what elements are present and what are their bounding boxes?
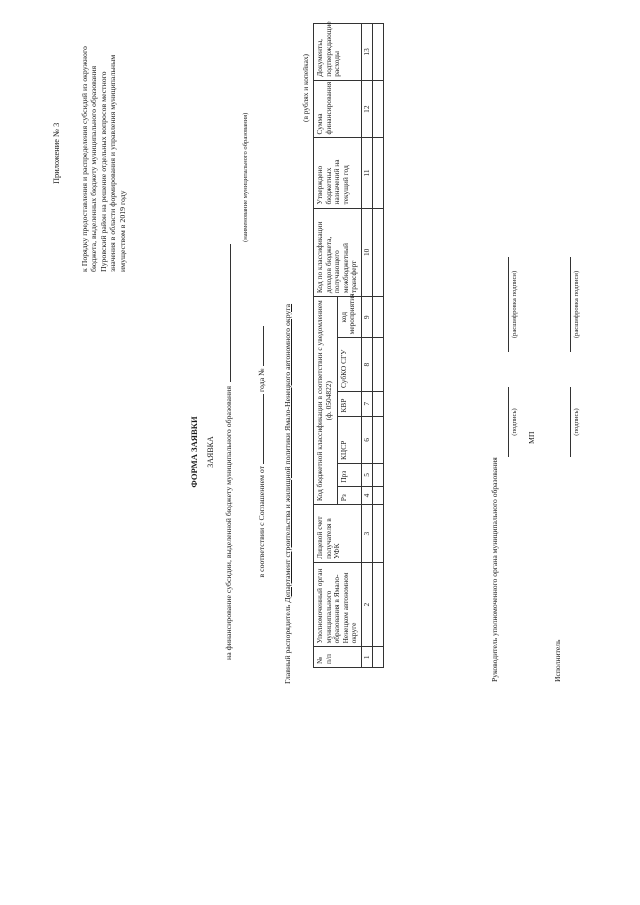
subheader-event-code: код мероприятия xyxy=(337,297,361,338)
agreement-number-blank xyxy=(263,327,264,367)
form-title: ФОРМА ЗАЯВКИ xyxy=(189,416,199,488)
col-number-cell: 12 xyxy=(361,80,373,138)
col-number-cell: 13 xyxy=(361,24,373,81)
empty-cell xyxy=(373,24,384,81)
executor-decoding-caption: (расшифровка подписи) xyxy=(573,270,580,339)
header-income-code: Код по классификации доходов бюджета, получающего межбюджетный трансферт xyxy=(314,208,362,297)
municipality-name-blank xyxy=(222,244,231,382)
empty-cell xyxy=(373,297,384,338)
header-budget-code: Код бюджетной классификации в соответствии с уведомлением (ф. 0504822) xyxy=(314,297,338,505)
head-title: Руководитель уполномоченного органа муниципального образования xyxy=(490,457,499,682)
agreement-prefix: в соответствии с Соглашением от xyxy=(257,465,266,578)
executor-signature-line xyxy=(562,387,571,457)
form-description xyxy=(222,22,234,882)
header-approved: Утверждено бюджетных назначений на текущий год xyxy=(314,138,362,208)
col-number-cell: 6 xyxy=(361,416,373,463)
application-table xyxy=(313,23,384,668)
description-text: на финансирование субсидии, выделенной бюджету муниципального образования xyxy=(224,386,233,660)
appendix-block xyxy=(52,42,127,272)
empty-cell xyxy=(373,80,384,138)
municipality-name-hint: (наименование муниципального образования) xyxy=(242,112,249,242)
empty-cell xyxy=(373,486,384,505)
col-number-cell: 9 xyxy=(361,297,373,338)
col-number-cell: 10 xyxy=(361,208,373,297)
col-number-cell: 8 xyxy=(361,338,373,392)
agreement-date-blank xyxy=(263,394,264,464)
executor-signature-caption: (подпись) xyxy=(573,408,580,436)
col-number-cell: 1 xyxy=(361,647,373,668)
subheader-kosgu: СубКО СГУ xyxy=(337,338,361,392)
col-number-cell: 3 xyxy=(361,505,373,563)
col-number-cell: 2 xyxy=(361,562,373,646)
empty-cell xyxy=(373,505,384,563)
empty-cell xyxy=(373,138,384,208)
header-account: Лицевой счет получателя в УФК xyxy=(314,505,362,563)
subheader-kcsr: КЦСР xyxy=(337,416,361,463)
header-no: № п/п xyxy=(314,647,362,668)
empty-cell xyxy=(373,416,384,463)
executor-decoding-line xyxy=(562,257,571,352)
empty-cell xyxy=(373,208,384,297)
subheader-kvr: КВР xyxy=(337,391,361,416)
header-authority: Уполномоченный орган муниципального образования в Ямало-Ненецком автономном округе xyxy=(314,562,362,646)
col-number-cell: 5 xyxy=(361,464,373,487)
col-number-cell: 4 xyxy=(361,486,373,505)
appendix-number: Приложение № 3 xyxy=(52,122,61,184)
agreement-line xyxy=(258,22,267,882)
subheader-rz: Рз xyxy=(337,486,361,505)
empty-cell xyxy=(373,338,384,392)
empty-cell xyxy=(373,464,384,487)
table-empty-row xyxy=(373,24,384,668)
rotated-form-sheet xyxy=(20,22,620,882)
units-note: (в рублях и копейках) xyxy=(301,53,310,122)
empty-cell xyxy=(373,647,384,668)
stamp-place: МП xyxy=(527,431,536,444)
head-signature-line xyxy=(500,387,509,457)
head-decoding-line xyxy=(500,257,509,352)
empty-cell xyxy=(373,391,384,416)
subheader-prz: Прз xyxy=(337,464,361,487)
manager-label: Главный распорядитель xyxy=(283,604,292,684)
table-header-row xyxy=(314,24,338,668)
chief-manager-line xyxy=(284,304,293,684)
column-number-row xyxy=(361,24,373,668)
col-number-cell: 11 xyxy=(361,138,373,208)
head-decoding-caption: (расшифровка подписи) xyxy=(511,270,518,339)
head-signature-caption: (подпись) xyxy=(511,408,518,436)
header-documents: Документы, подтверждающие расходы xyxy=(314,24,362,81)
col-number-cell: 7 xyxy=(361,391,373,416)
header-amount: Сумма финансирования xyxy=(314,80,362,138)
appendix-text: к Порядку предоставления и распределения субсидий из окружного бюджета, выделенных бюджету муниципального образования Пуровский район на решение отдельных вопросов местного значения в области формирования и управления муниципальным имуществом в 2019 году xyxy=(79,46,127,272)
executor-title: Исполнитель xyxy=(553,639,562,682)
form-subtitle: ЗАЯВКА xyxy=(206,436,215,468)
manager-value: Департамент строительства и жилищной политики Ямало-Ненецкого автономного округа xyxy=(283,303,292,603)
empty-cell xyxy=(373,562,384,646)
agreement-mid: года № xyxy=(257,368,266,392)
